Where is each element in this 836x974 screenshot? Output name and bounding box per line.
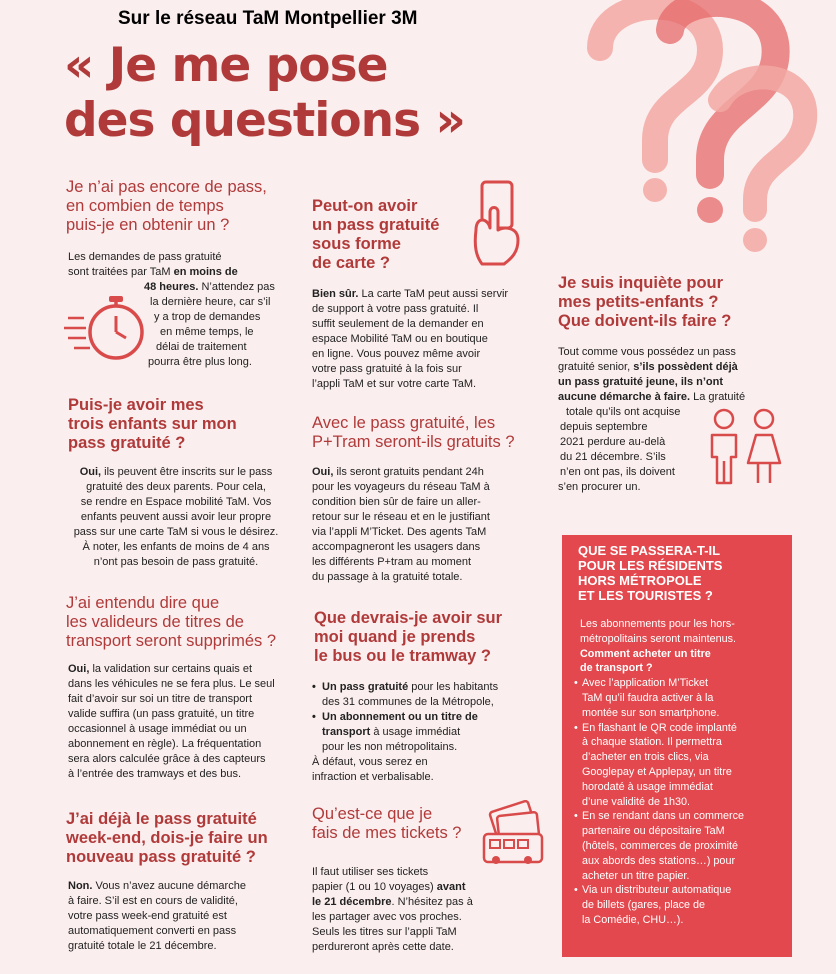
question-marks-icon — [560, 0, 836, 260]
q5-title-line: de carte ? — [312, 254, 390, 272]
q9-text: s’en procurer un. — [558, 481, 641, 493]
box-text: TaM qu’il faudra activer à la — [582, 691, 714, 704]
q6-text: retour sur le réseau et en le justifiant — [312, 511, 490, 523]
box-title — [578, 543, 782, 603]
q5-bold: Bien sûr. — [312, 288, 359, 300]
q7-body — [312, 680, 552, 785]
q3-body — [68, 662, 300, 782]
box-text: de billets (gares, place de — [582, 899, 706, 912]
q8-title-line: Qu’est-ce que je — [312, 805, 433, 823]
q4-text: gratuité totale le 21 décembre. — [68, 940, 217, 952]
q8-text: les partager avec vos proches. — [312, 911, 462, 923]
q2-bold: Oui, — [79, 466, 102, 478]
box-how: Comment acheter un titre — [580, 647, 711, 660]
box-list — [574, 676, 782, 928]
q3-text: fait d’avoir sur soi un titre de transport — [68, 693, 253, 705]
box-text: aux abords des stations…) pour — [582, 854, 736, 867]
q3-text: dans les véhicules ne se fera plus. Le seul — [68, 678, 275, 690]
q9-text: depuis septembre — [560, 421, 648, 433]
q6-bold: Oui, — [312, 466, 334, 478]
q3-title-line: transport seront supprimés ? — [66, 632, 277, 650]
q9-text: n’en ont pas, ils doivent — [560, 466, 675, 478]
box-text: Les abonnements pour les hors- — [580, 618, 735, 630]
page-title — [64, 38, 465, 148]
stopwatch-icon — [64, 288, 154, 368]
box-text: horodaté à usage immédiat — [582, 780, 713, 793]
q8-text: perdureront après cette date. — [312, 941, 454, 953]
box-text: • En flashant le QR code implanté — [582, 721, 737, 734]
q6-text: pour les voyageurs du réseau TaM à — [312, 481, 490, 493]
q3-text: à l’entrée des tramways et des bus. — [68, 768, 242, 780]
box-text: Googlepay et Applepay, un titre — [582, 765, 732, 778]
box-text: • Via un distributeur automatique — [582, 884, 732, 897]
q3-title-line: les valideurs de titres de — [66, 613, 244, 631]
box-list-item — [574, 809, 782, 883]
q6-text: accompagneront les usagers dans — [312, 541, 481, 553]
q5-text: La carte TaM peut aussi servir — [358, 288, 509, 300]
q9-title — [558, 274, 798, 331]
q7-text: pour les non métropolitains. — [322, 741, 458, 753]
q9-text: La gratuité — [690, 391, 746, 403]
q9-text: Tout comme vous possédez un pass — [558, 346, 736, 358]
q2-title-line: pass gratuité ? — [68, 434, 186, 452]
q2-text: ils peuvent être inscrits sur le pass — [101, 466, 273, 478]
q1-text: N’attendez pas — [198, 281, 275, 293]
q6-text: ils seront gratuits pendant 24h — [333, 466, 484, 478]
q9-title-line: Je suis inquiète pour — [558, 274, 724, 292]
q4-title-line: J’ai déjà le pass gratuité — [66, 810, 257, 828]
q6-title-line: Avec le pass gratuité, les — [312, 414, 496, 432]
q5-title-line: Peut-on avoir — [312, 197, 418, 215]
q1-text: en même temps, le — [160, 326, 254, 338]
box-text: métropolitains seront maintenus. — [580, 632, 737, 645]
q5-title-line: un pass gratuité — [312, 216, 440, 234]
q4-title — [66, 810, 306, 867]
q3-text: valide suffira (un pass gratuité, un titre — [68, 708, 255, 720]
q2-text: n’ont pas besoin de pass gratuité. — [93, 556, 259, 568]
q4-title-line: week-end, dois-je faire un — [66, 829, 268, 847]
q1-text: délai de traitement — [156, 341, 247, 353]
q8-bold: avant — [436, 881, 466, 893]
box-text: • Avec l’application M’Ticket — [582, 677, 709, 690]
q6-text: via l’appli M’Ticket. Des agents TaM — [312, 526, 487, 538]
q9-bold: aucune démarche à faire. — [558, 391, 691, 403]
q9-text: du 21 décembre. S’ils — [560, 451, 666, 463]
q3-title-line: J’ai entendu dire que — [66, 594, 220, 612]
q5-text: de support à votre pass gratuité. Il — [312, 303, 479, 315]
q2-text: gratuité des deux parents. Pour cela, — [86, 481, 266, 493]
q7-title-line: le bus ou le tramway ? — [314, 647, 491, 665]
q9-text: gratuité senior, — [558, 361, 634, 373]
q1-text: la dernière heure, car s’il — [150, 296, 271, 308]
q1-title-line: puis-je en obtenir un ? — [66, 216, 230, 234]
q9-bold: un pass gratuité jeune, ils n’ont — [558, 376, 724, 388]
box-intro — [580, 617, 782, 676]
q3-text: abonnement en règle). La fréquentation — [68, 738, 262, 750]
q8-bold: le 21 décembre — [312, 896, 392, 908]
q8-text: . N’hésitez pas à — [391, 896, 473, 908]
title-line-1: « Je me pose — [64, 38, 388, 93]
q1-block — [60, 178, 300, 235]
q1-bold: 48 heures. — [144, 281, 199, 293]
q3-bold: Oui, — [68, 663, 90, 675]
q5-text: suffit seulement de la demander en — [312, 318, 484, 330]
q4-text: Vous n’avez aucune démarche — [92, 880, 246, 892]
box-text: partenaire ou dépositaire TaM — [582, 825, 725, 838]
q5-text: l’appli TaM et sur votre carte TaM. — [312, 378, 477, 390]
box-title-line: POUR LES RÉSIDENTS — [578, 558, 723, 573]
box-title-line: ET LES TOURISTES ? — [578, 588, 713, 603]
box-text: d’acheter en trois clics, via — [582, 751, 709, 764]
q1-title-line: en combien de temps — [66, 197, 224, 215]
q7-title-line: moi quand je prends — [314, 628, 476, 646]
box-title-line: QUE SE PASSERA-T-IL — [578, 543, 721, 558]
q4-bold: Non. — [68, 880, 93, 892]
q3-title — [66, 594, 306, 651]
q3-text: la validation sur certains quais et — [89, 663, 253, 675]
q7-bold: Un abonnement ou un titre de — [322, 711, 478, 723]
q7-text: À défaut, vous serez en — [312, 756, 428, 768]
q4-text: automatiquement converti en pass — [68, 925, 237, 937]
box-text: acheter un titre papier. — [582, 869, 690, 882]
title-line-2: des questions » — [64, 93, 465, 148]
q9-text: 2021 perdure au-delà — [560, 436, 666, 448]
q7-item — [312, 680, 552, 710]
box-text: d’une validité de 1h30. — [582, 795, 691, 808]
q5-body — [312, 287, 544, 392]
q1-text: sont traitées par TaM — [68, 266, 174, 278]
q4-text: votre pass week-end gratuité est — [68, 910, 227, 922]
box-how: de transport ? — [580, 662, 653, 675]
q5-text: en ligne. Vous pouvez même avoir — [312, 348, 481, 360]
q2-body — [60, 465, 292, 570]
q2-title — [68, 396, 308, 453]
card-in-hand-icon — [468, 178, 528, 268]
q6-text: les différents P+tram au moment — [312, 556, 472, 568]
q7-text: des 31 communes de la Métropole, — [322, 696, 494, 708]
box-title-line: HORS MÉTROPOLE — [578, 573, 702, 588]
q6-title-line: P+Tram seront-ils gratuits ? — [312, 433, 515, 451]
q2-title-line: trois enfants sur mon — [68, 415, 237, 433]
q7-text: à usage immédiat — [370, 726, 461, 738]
q5-text: espace Mobilité TaM ou en boutique — [312, 333, 488, 345]
q6-text: du passage à la gratuité totale. — [312, 571, 463, 583]
q6-text: condition bien sûr de faire un aller- — [312, 496, 481, 508]
q8-body — [312, 865, 552, 955]
q7-text: pour les habitants — [408, 681, 499, 693]
q5-title-line: sous forme — [312, 235, 401, 253]
box-text: la Comédie, CHU…). — [582, 913, 684, 926]
q8-text: Il faut utiliser ses tickets — [312, 866, 429, 878]
q6-title — [312, 414, 552, 452]
q7-title — [314, 609, 554, 666]
box-text: à chaque station. Il permettra — [582, 736, 722, 749]
q6-body — [312, 465, 552, 585]
q3-text: occasionnel à usage immédiat ou un — [68, 723, 247, 735]
q7-text: infraction et verbalisable. — [312, 771, 434, 783]
q8-text: papier (1 ou 10 voyages) — [312, 881, 437, 893]
q2-title-line: Puis-je avoir mes — [68, 396, 204, 414]
q4-title-line: nouveau pass gratuité ? — [66, 848, 256, 866]
q9-title-line: Que doivent-ils faire ? — [558, 312, 732, 330]
q8-text: Seuls les titres sur l’appli TaM — [312, 926, 457, 938]
q7-bold: transport — [322, 726, 371, 738]
tourists-info-box — [562, 535, 792, 957]
box-list-item — [574, 721, 782, 810]
q5-title — [312, 197, 472, 273]
q2-text: pass sur une carte TaM si vous le désirez. — [73, 526, 279, 538]
children-icon — [700, 405, 788, 487]
q5-text: votre pass gratuité à la fois sur — [312, 363, 462, 375]
q4-text: à faire. S’il est en cours de validité, — [68, 895, 238, 907]
q9-title-line: mes petits-enfants ? — [558, 293, 719, 311]
q1-title-line: Je n’ai pas encore de pass, — [66, 178, 267, 196]
q4-body — [68, 879, 300, 954]
q8-title-line: fais de mes tickets ? — [312, 824, 462, 842]
q1-title — [66, 178, 300, 235]
q7-item — [312, 710, 552, 755]
q7-title-line: Que devrais-je avoir sur — [314, 609, 503, 627]
q1-text: pourra être plus long. — [148, 356, 252, 368]
tickets-icon — [476, 800, 548, 870]
q2-text: À noter, les enfants de moins de 4 ans — [82, 541, 270, 553]
q1-text: y a trop de demandes — [154, 311, 261, 323]
box-text: montée sur son smartphone. — [582, 706, 720, 719]
q7-bold: Un pass gratuité — [322, 681, 409, 693]
q3-text: sera alors calculée grâce à des capteurs — [68, 753, 266, 765]
box-text: • En se rendant dans un commerce — [582, 810, 745, 823]
box-list-item — [574, 676, 782, 720]
box-text: (hôtels, commerces de proximité — [582, 839, 739, 852]
q9-bold: s’ils possèdent déjà — [633, 361, 738, 373]
q1-text: Les demandes de pass gratuité — [68, 251, 222, 263]
q1-bold: en moins de — [173, 266, 238, 278]
source-line: Sur le réseau TaM Montpellier 3M — [118, 8, 418, 29]
box-list-item — [574, 883, 782, 927]
q2-text: se rendre en Espace mobilité TaM. Vos — [80, 496, 272, 508]
q2-text: enfants peuvent aussi avoir leur propre — [80, 511, 272, 523]
q9-text: totale qu’ils ont acquise — [566, 406, 681, 418]
q8-title — [312, 805, 482, 843]
